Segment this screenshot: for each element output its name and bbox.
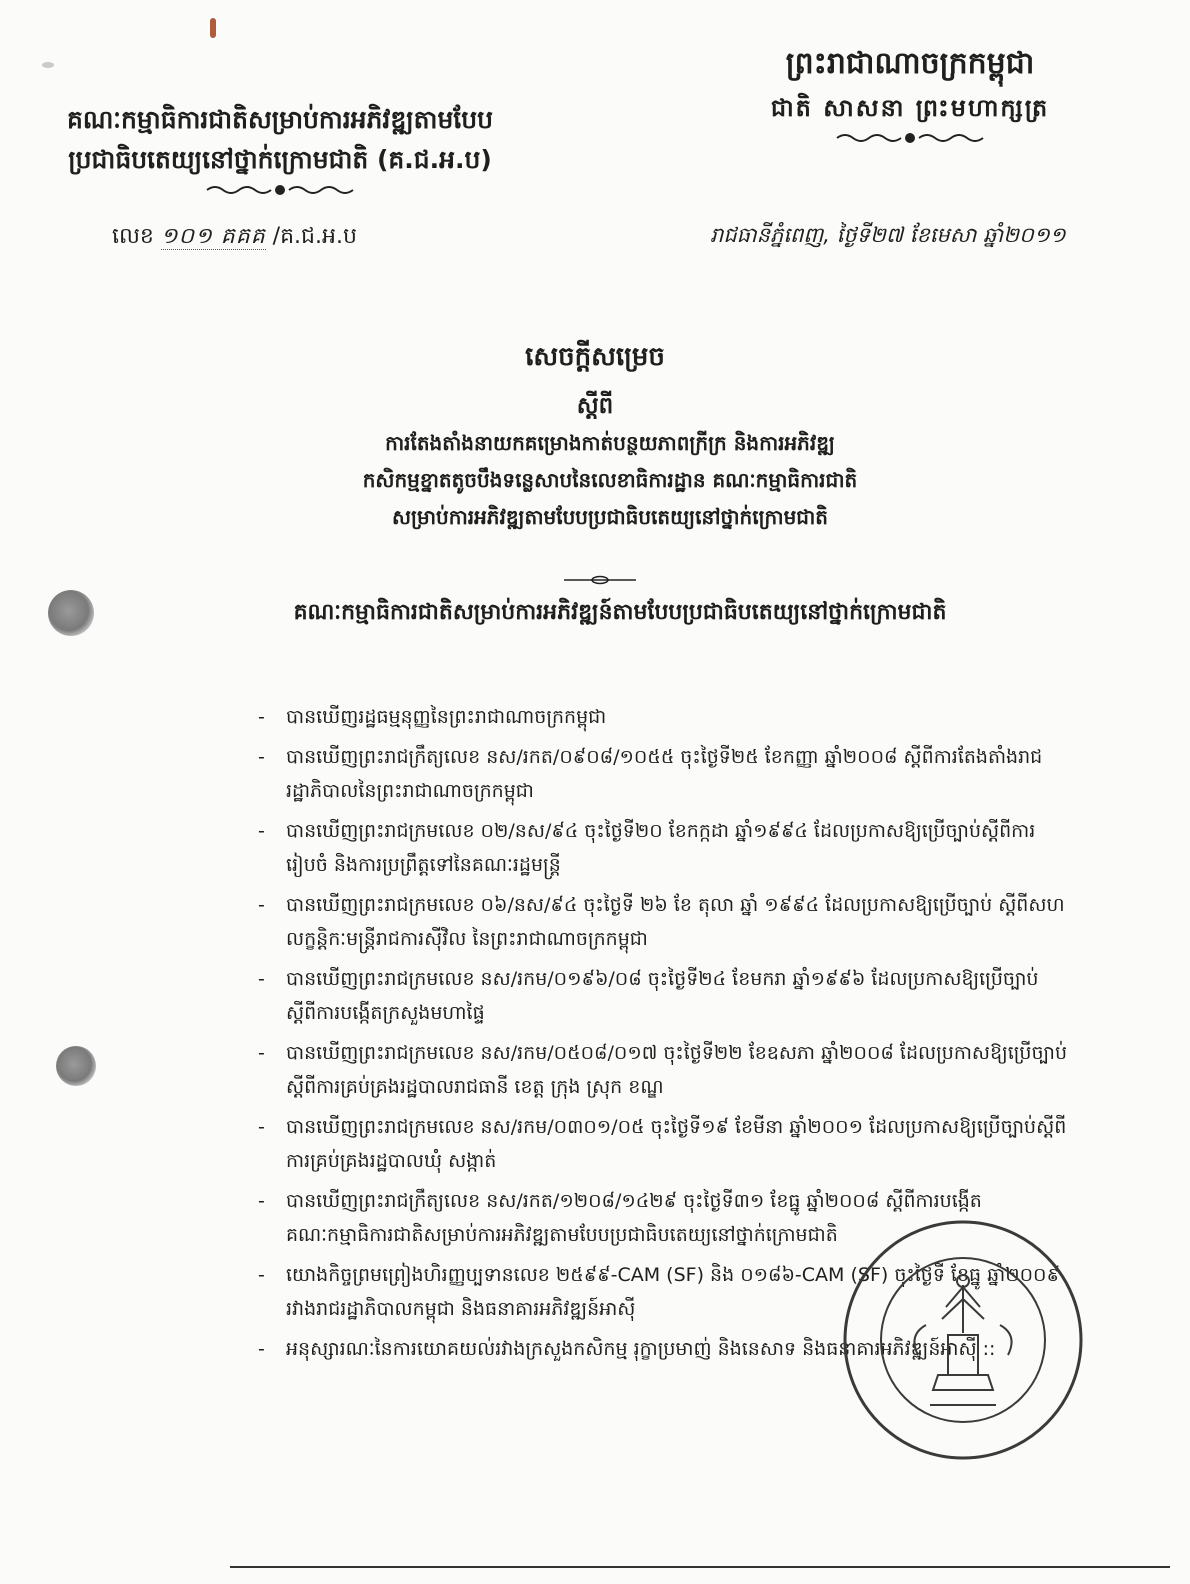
list-item-text: បានឃើញព្រះរាជក្រមលេខ នស/រកម/០១៩៦/០៨ ចុះថ្ងៃទី២៤ ខែមករា ឆ្នាំ១៩៩៦ ដែលប្រកាសឱ្យប្រើច្បាប់ស្តីពីការបង្កើតក្រសួងមហាផ្ទៃ — [286, 968, 1039, 1024]
committee-name-line1: គណៈកម្មាធិការជាតិសម្រាប់ការអភិវឌ្ឍតាមបែប — [67, 105, 493, 134]
punch-hole-bottom — [56, 1046, 96, 1086]
list-item: - អនុស្សារណៈនៃការយោគយល់រវាងក្រសួងកសិកម្ម រុក្ខាប្រមាញ់ និងនេសាទ និងធនាគារអភិវឌ្ឍន៍អាស៊ី :: — [258, 1338, 996, 1360]
document-title: សេចក្តីសម្រេច — [525, 342, 665, 372]
footer-rule — [230, 1566, 1170, 1568]
list-item-text: បានឃើញព្រះរាជក្រមលេខ ០៦/នស/៩៤ ចុះថ្ងៃទី ២៦ ខែ តុលា ឆ្នាំ ១៩៩៤ ដែលប្រកាសឱ្យប្រើច្បាប់ ស្តីពីសហលក្ខន្តិកៈមន្ត្រីរាជការស៊ីវិល នៃព្រះរាជាណាចក្រកម្ពុជា — [286, 894, 1065, 950]
reference-prefix: លេខ — [112, 224, 154, 249]
list-item: - បានឃើញព្រះរាជក្រឹត្យលេខ នស/រកត/០៩០៨/១០៥៥ ចុះថ្ងៃទី២៥ ខែកញ្ញា ឆ្នាំ២០០៨ ស្តីពីការតែងតាំងរាជរដ្ឋាភិបាលនៃព្រះរាជាណាចក្រកម្ពុជា — [258, 746, 1043, 802]
list-item: - បានឃើញរដ្ឋធម្មនុញ្ញនៃព្រះរាជាណាចក្រកម្ពុជា — [258, 706, 607, 728]
list-item: - បានឃើញព្រះរាជក្រមលេខ នស/រកម/០៣០១/០៥ ចុះថ្ងៃទី១៩ ខែមីនា ឆ្នាំ២០០១ ដែលប្រកាសឱ្យប្រើច្បាប់ស្តីពីការគ្រប់គ្រងរដ្ឋបាលឃុំ សង្កាត់ — [258, 1116, 1067, 1172]
document-about: ស្តីពី — [576, 393, 614, 419]
official-seal — [838, 1215, 1088, 1465]
list-item: - បានឃើញព្រះរាជក្រមលេខ ០៦/នស/៩៤ ចុះថ្ងៃទី ២៦ ខែ តុលា ឆ្នាំ ១៩៩៤ ដែលប្រកាសឱ្យប្រើច្បាប់ ស្តីពីសហលក្ខន្តិកៈមន្ត្រីរាជការស៊ីវិល នៃព្រះរាជាណាចក្រកម្ពុជា — [258, 894, 1065, 950]
list-item-text: យោងកិច្ចព្រមព្រៀងហិរញ្ញប្បទានលេខ ២៥៩៩-CAM (SF) និង ០១៨៦-CAM (SF) ចុះថ្ងៃទី ខែធ្នូ ឆ្នាំ២០០៩ រវាងរាជរដ្ឋាភិបាលកម្ពុជា និងធនាគារអភិវឌ្ឍន៍អាស៊ី — [286, 1264, 1060, 1320]
ornament-left — [205, 184, 355, 196]
list-item-text: អនុស្សារណៈនៃការយោគយល់រវាងក្រសួងកសិកម្ម រុក្ខាប្រមាញ់ និងនេសាទ និងធនាគារអភិវឌ្ឍន៍អាស៊ី :: — [286, 1338, 996, 1360]
national-motto: ជាតិ សាសនា ព្រះមហាក្សត្រ — [770, 94, 1050, 122]
section-divider — [560, 574, 640, 586]
list-item-text: បានឃើញព្រះរាជក្រមលេខ នស/រកម/០៥០៨/០១៧ ចុះថ្ងៃទី២២ ខែឧសភា ឆ្នាំ២០០៨ ដែលប្រកាសឱ្យប្រើច្បាប់ស្តីពីការគ្រប់គ្រងរដ្ឋបាលរាជធានី ខេត្ត ក្រុង ស្រុក ខណ្ឌ — [286, 1042, 1068, 1098]
subject-line: ការតែងតាំងនាយកគម្រោងកាត់បន្ថយភាពក្រីក្រ និងការអភិវឌ្ឍ — [385, 431, 835, 455]
kingdom-header — [720, 40, 1100, 144]
reference-number-value: ១០១ គគគ — [160, 224, 266, 249]
reference-number — [112, 222, 357, 254]
list-item: - បានឃើញព្រះរាជក្រមលេខ ០២/នស/៩៤ ចុះថ្ងៃទី២០ ខែកក្កដា ឆ្នាំ១៩៩៤ ដែលប្រកាសឱ្យប្រើច្បាប់ស្តីពីការរៀបចំ និងការប្រព្រឹត្តទៅនៃគណៈរដ្ឋមន្ត្រី — [258, 820, 1036, 876]
scan-speck — [42, 62, 54, 68]
list-item: - បានឃើញព្រះរាជក្រមលេខ នស/រកម/០១៩៦/០៨ ចុះថ្ងៃទី២៤ ខែមករា ឆ្នាំ១៩៩៦ ដែលប្រកាសឱ្យប្រើច្បាប់ស្តីពីការបង្កើតក្រសួងមហាផ្ទៃ — [258, 968, 1039, 1024]
kingdom-name: ព្រះរាជាណាចក្រកម្ពុជា — [785, 46, 1035, 81]
committee-name-line2: ប្រជាធិបតេយ្យនៅថ្នាក់ក្រោមជាតិ (គ.ជ.អ.ប) — [68, 145, 492, 174]
list-item: - បានឃើញព្រះរាជក្រឹត្យលេខ នស/រកត/១២០៨/១៤២៩ ចុះថ្ងៃទី៣១ ខែធ្នូ ឆ្នាំ២០០៨ ស្តីពីការបង្កើតគណៈកម្មាធិការជាតិសម្រាប់ការអភិវឌ្ឍតាមបែបប្រជាធិបតេយ្យនៅថ្នាក់ក្រោមជាតិ — [258, 1190, 982, 1246]
list-item-text: បានឃើញរដ្ឋធម្មនុញ្ញនៃព្រះរាជាណាចក្រកម្ពុជា — [286, 706, 607, 728]
ink-mark — [210, 18, 216, 38]
reference-suffix: /គ.ជ.អ.ប — [272, 224, 357, 249]
list-item-text: បានឃើញព្រះរាជក្រឹត្យលេខ នស/រកត/១២០៨/១៤២៩ ចុះថ្ងៃទី៣១ ខែធ្នូ ឆ្នាំ២០០៨ ស្តីពីការបង្កើតគណៈកម្មាធិការជាតិសម្រាប់ការអភិវឌ្ឍតាមបែបប្រជាធិបតេយ្យនៅថ្នាក់ក្រោមជាតិ — [286, 1190, 982, 1246]
subject-line: សម្រាប់ការអភិវឌ្ឍតាមបែបប្រជាធិបតេយ្យនៅថ្នាក់ក្រោមជាតិ — [391, 505, 829, 529]
list-item-text: បានឃើញព្រះរាជក្រមលេខ ០២/នស/៩៤ ចុះថ្ងៃទី២០ ខែកក្កដា ឆ្នាំ១៩៩៤ ដែលប្រកាសឱ្យប្រើច្បាប់ស្តីពីការរៀបចំ និងការប្រព្រឹត្តទៅនៃគណៈរដ្ឋមន្ត្រី — [286, 820, 1036, 876]
issuing-body-line: គណៈកម្មាធិការជាតិសម្រាប់ការអភិវឌ្ឍន៍តាមបែបប្រជាធិបតេយ្យនៅថ្នាក់ក្រោមជាតិ — [293, 600, 947, 625]
list-item: - បានឃើញព្រះរាជក្រមលេខ នស/រកម/០៥០៨/០១៧ ចុះថ្ងៃទី២២ ខែឧសភា ឆ្នាំ២០០៨ ដែលប្រកាសឱ្យប្រើច្បាប់ស្តីពីការគ្រប់គ្រងរដ្ឋបាលរាជធានី ខេត្ត ក្រុង ស្រុក ខណ្ឌ — [258, 1042, 1068, 1098]
list-item: - យោងកិច្ចព្រមព្រៀងហិរញ្ញប្បទានលេខ ២៥៩៩-CAM (SF) និង ០១៨៦-CAM (SF) ចុះថ្ងៃទី ខែធ្នូ ឆ្នាំ២០០៩ រវាងរាជរដ្ឋាភិបាលកម្ពុជា និងធនាគារអភិវឌ្ឍន៍អាស៊ី — [258, 1264, 1060, 1320]
date-line: រាជធានីភ្នំពេញ, ថ្ងៃទី២៧ ខែមេសា ឆ្នាំ២០១១ — [710, 223, 1066, 247]
issuing-committee-header — [60, 100, 500, 196]
subject-line: កសិកម្មខ្នាតតូចបឹងទន្លេសាបនៃលេខាធិការដ្ឋាន គណៈកម្មាធិការជាតិ — [362, 468, 858, 492]
list-item-text: បានឃើញព្រះរាជក្រមលេខ នស/រកម/០៣០១/០៥ ចុះថ្ងៃទី១៩ ខែមីនា ឆ្នាំ២០០១ ដែលប្រកាសឱ្យប្រើច្បាប់ស្តីពីការគ្រប់គ្រងរដ្ឋបាលឃុំ សង្កាត់ — [286, 1116, 1067, 1172]
ornament-right — [835, 132, 985, 144]
list-item-text: បានឃើញព្រះរាជក្រឹត្យលេខ នស/រកត/០៩០៨/១០៥៥ ចុះថ្ងៃទី២៥ ខែកញ្ញា ឆ្នាំ២០០៨ ស្តីពីការតែងតាំងរាជរដ្ឋាភិបាលនៃព្រះរាជាណាចក្រកម្ពុជា — [286, 746, 1043, 802]
document-subject — [300, 425, 920, 536]
